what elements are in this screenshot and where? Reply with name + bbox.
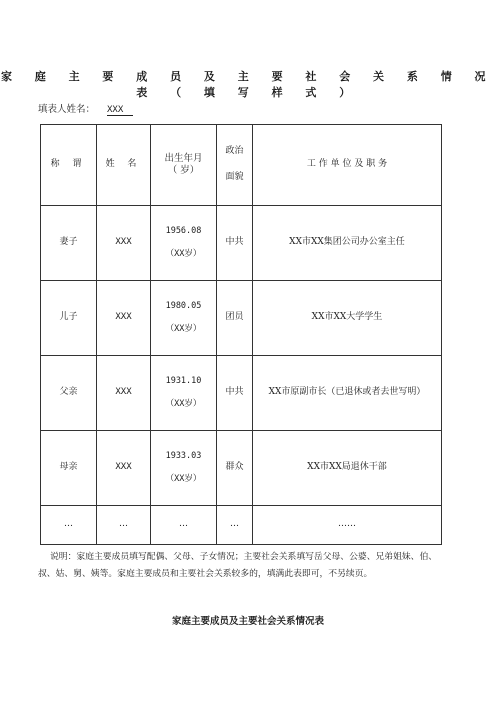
section-subtitle: 家庭主要成员及主要社会关系情况表 bbox=[171, 616, 324, 627]
page-title: 家 庭 主 要 成 员 及 主 要 社 会 关 系 情 况 表 （ 填 写 样 式 ） bbox=[0, 70, 496, 99]
cell-name: XXX bbox=[97, 206, 151, 281]
cell-job: XX市XX大学学生 bbox=[253, 281, 442, 356]
filler-label: 填表人姓名： bbox=[38, 104, 96, 115]
table-row bbox=[41, 431, 442, 506]
header-name: 姓 名 bbox=[97, 125, 151, 206]
table-row-ellipsis bbox=[41, 506, 442, 545]
cell-birth: 1956.08 （XX岁） bbox=[151, 206, 217, 281]
cell-politics: … bbox=[217, 506, 253, 545]
cell-relation: 母亲 bbox=[41, 431, 97, 506]
cell-job: …… bbox=[253, 506, 442, 545]
header-relation: 称 谓 bbox=[41, 125, 97, 206]
cell-relation: … bbox=[41, 506, 97, 545]
cell-politics: 团员 bbox=[217, 281, 253, 356]
cell-name: XXX bbox=[97, 431, 151, 506]
table-row bbox=[41, 206, 442, 281]
header-birth: 出生年月 （ 岁） bbox=[151, 125, 217, 206]
cell-birth: 1933.03 （XX岁） bbox=[151, 431, 217, 506]
header-politics: 政治 面貌 bbox=[217, 125, 253, 206]
filler-name: XXX bbox=[107, 105, 133, 116]
filler-line bbox=[38, 101, 133, 116]
cell-job: XX市XX局退休干部 bbox=[253, 431, 442, 506]
header-job: 工 作 单 位 及 职 务 bbox=[253, 125, 442, 206]
cell-relation: 妻子 bbox=[41, 206, 97, 281]
relations-table bbox=[40, 124, 442, 545]
cell-birth: 1980.05 （XX岁） bbox=[151, 281, 217, 356]
cell-politics: 群众 bbox=[217, 431, 253, 506]
cell-relation: 儿子 bbox=[41, 281, 97, 356]
cell-name: … bbox=[97, 506, 151, 545]
note-paragraph: 说明：家庭主要成员填写配偶、父母、子女情况；主要社会关系填写岳父母、公婆、兄弟姐妹、伯、叔、姑、舅、姨等。家庭主要成员和主要社会关系较多的，填满此表即可，不另续页。 bbox=[38, 552, 438, 579]
cell-politics: 中共 bbox=[217, 356, 253, 431]
cell-name: XXX bbox=[97, 281, 151, 356]
table-header-row bbox=[41, 125, 442, 206]
cell-job: XX市XX集团公司办公室主任 bbox=[253, 206, 442, 281]
cell-name: XXX bbox=[97, 356, 151, 431]
cell-birth: 1931.10 （XX岁） bbox=[151, 356, 217, 431]
cell-job: XX市原副市长（已退休或者去世写明） bbox=[253, 356, 442, 431]
table-row bbox=[41, 281, 442, 356]
cell-birth: … bbox=[151, 506, 217, 545]
table-row bbox=[41, 356, 442, 431]
cell-relation: 父亲 bbox=[41, 356, 97, 431]
cell-politics: 中共 bbox=[217, 206, 253, 281]
